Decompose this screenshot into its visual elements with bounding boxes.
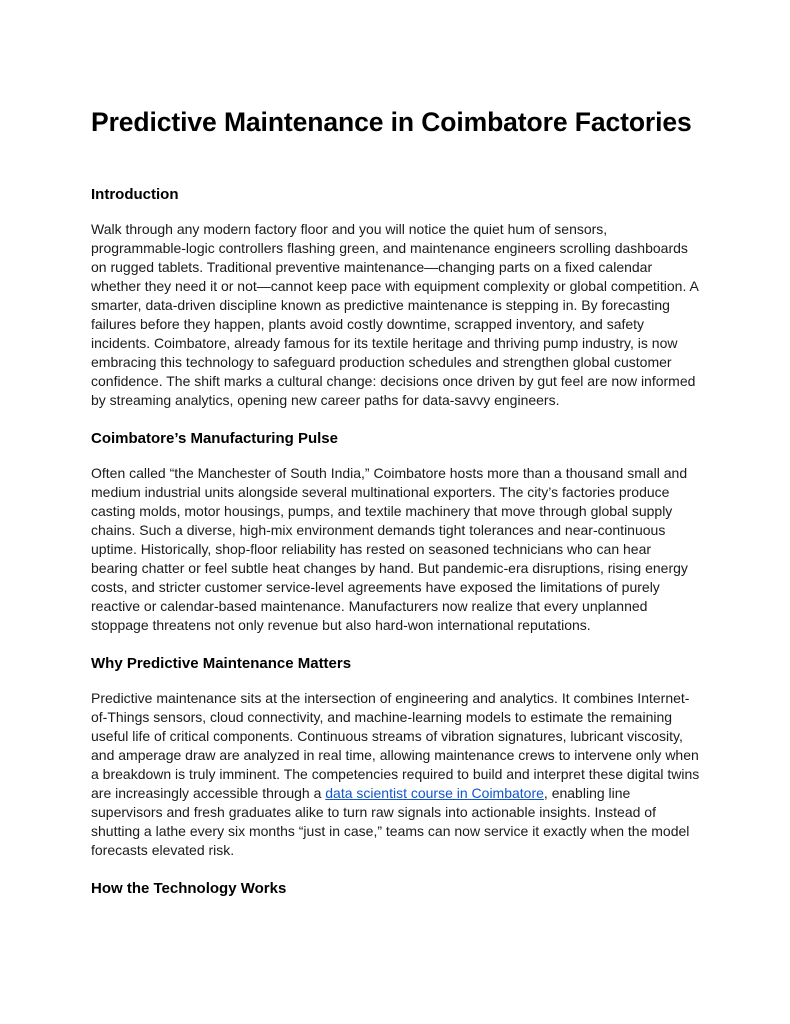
section-paragraph-introduction: Walk through any modern factory floor and you will notice the quiet hum of sensors, programmable-logic controllers flashing green, and maintenance engineers scrolling dashboards on rugged tablets. Traditional preventive maintenance—changing parts on a fixed calendar whether they need it or not—cannot keep pace with equipment complexity or global competition. A smarter, data-driven discipline known as predictive maintenance is stepping in. By forecasting failures before they happen, plants avoid costly downtime, scrapped inventory, and safety incidents. Coimbatore, already famous for its textile heritage and thriving pump industry, is now embracing this technology to safeguard production schedules and strengthen global customer confidence. The shift marks a cultural change: decisions once driven by gut feel are now informed by streaming analytics, opening new career paths for data-savvy engineers. — [91, 221, 699, 408]
section-paragraph-why-predictive-maintenance — [91, 689, 700, 860]
section-why-predictive-maintenance — [91, 654, 700, 860]
section-paragraph-manufacturing-pulse: Often called “the Manchester of South India,” Coimbatore hosts more than a thousand small and medium industrial units alongside several multinational exporters. The city’s factories produce casting molds, motor housings, pumps, and textile machinery that move through global supply chains. Such a diverse, high-mix environment demands tight tolerances and near-continuous uptime. Historically, shop-floor reliability has rested on seasoned technicians who can hear bearing chatter or feel subtle heat changes by hand. But pandemic-era disruptions, rising energy costs, and stricter customer service-level agreements have exposed the limitations of purely reactive or calendar-based maintenance. Manufacturers now realize that every unplanned stoppage threatens not only revenue but also hard-won international reputations. — [91, 465, 688, 633]
section-introduction — [91, 185, 700, 410]
section-how-technology-works — [91, 879, 700, 899]
section-manufacturing-pulse — [91, 429, 700, 635]
paragraph-text-after-link: , enabling line supervisors and fresh graduates alike to turn raw signals into actionable insights. Instead of shutting a lathe every six months “just in case,” teams can now service it exactly when the model forecasts elevated risk. — [91, 785, 690, 858]
section-heading-why-predictive-maintenance: Why Predictive Maintenance Matters — [91, 655, 352, 672]
section-heading-manufacturing-pulse: Coimbatore’s Manufacturing Pulse — [91, 430, 338, 447]
document-title: Predictive Maintenance in Coimbatore Factories — [91, 107, 692, 137]
data-scientist-course-link[interactable]: data scientist course in Coimbatore — [325, 785, 544, 801]
section-heading-how-technology-works: How the Technology Works — [91, 880, 287, 897]
section-heading-introduction: Introduction — [91, 186, 179, 203]
paragraph-text-before-link: Predictive maintenance sits at the intersection of engineering and analytics. It combines Internet-of-Things sensors, cloud connectivity, and machine-learning models to estimate the remaining useful life of critical components. Continuous streams of vibration signatures, lubricant viscosity, and amperage draw are analyzed in real time, allowing maintenance crews to intervene only when a breakdown is truly imminent. The competencies required to build and interpret these digital twins are increasingly accessible through a — [91, 690, 700, 801]
